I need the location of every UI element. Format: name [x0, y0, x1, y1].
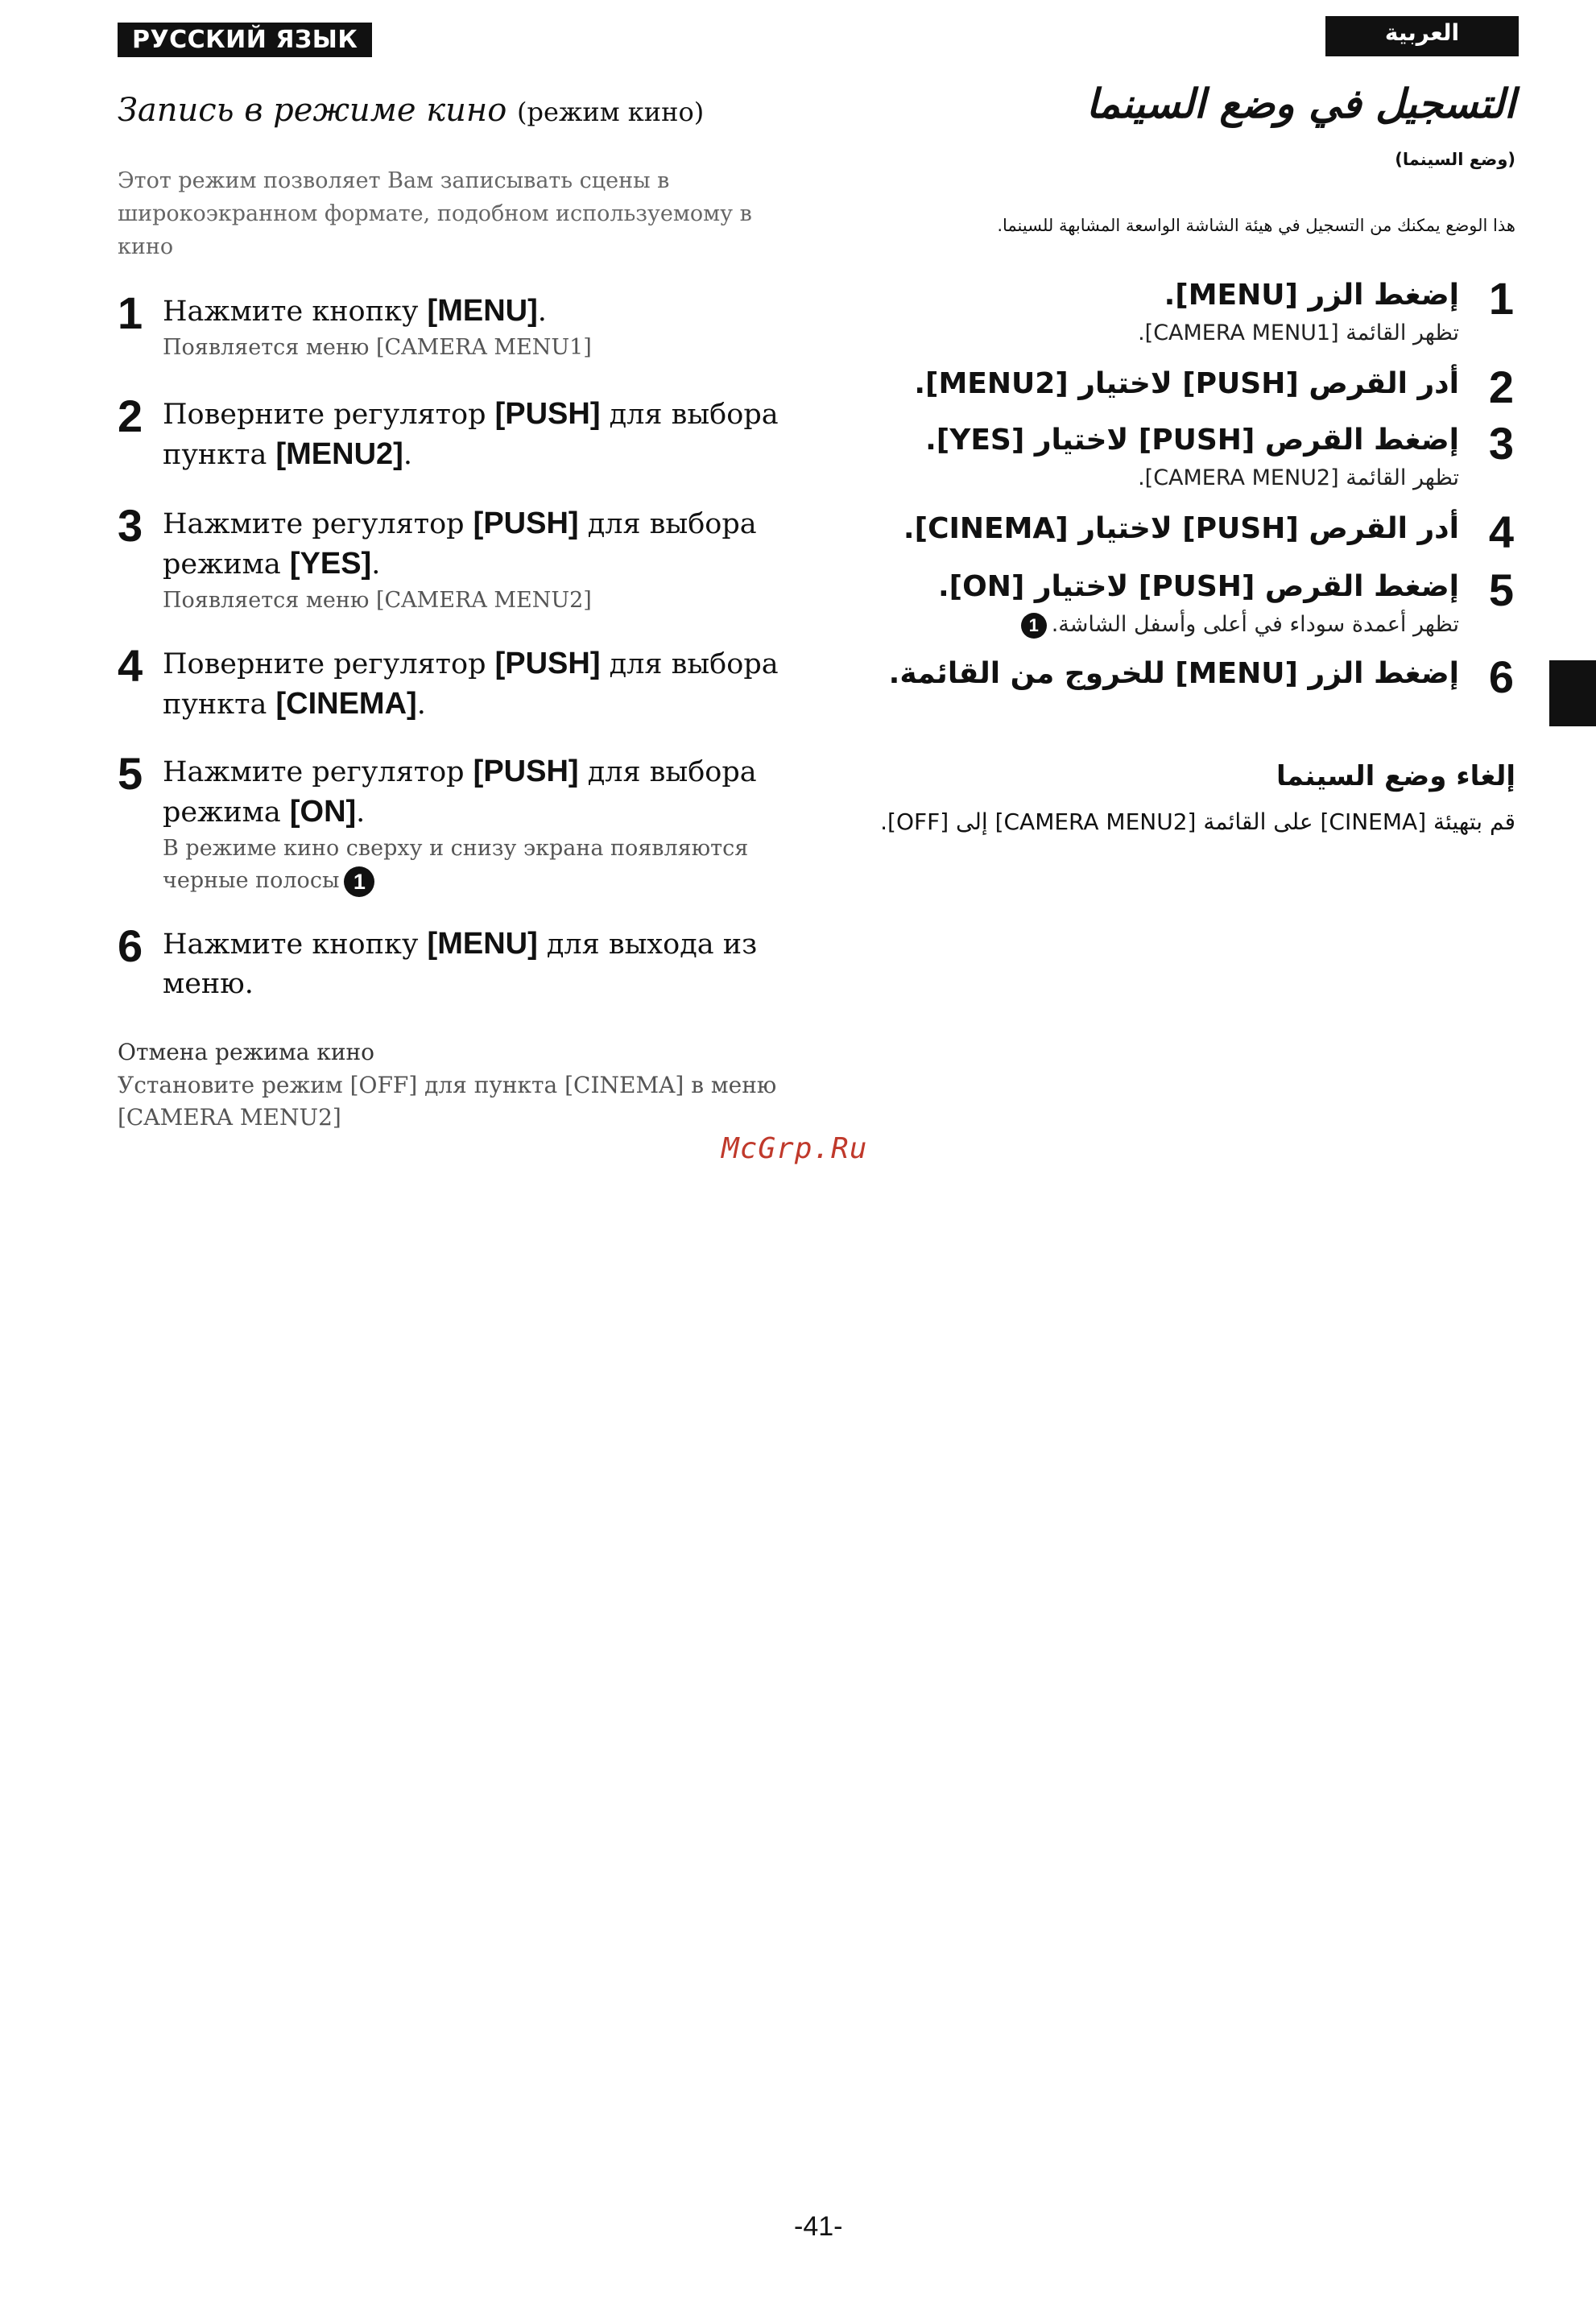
menu-item: [ON]	[289, 795, 357, 829]
callout-marker: 1	[344, 866, 374, 897]
callout-marker: 1	[1021, 613, 1047, 639]
step-note: Появляется меню [CAMERA MENU2]	[163, 588, 592, 613]
arabic-step-2: 2 أدر القرص [PUSH] لاختيار [MENU2].	[914, 362, 1514, 412]
language-badge-russian: РУССКИЙ ЯЗЫК	[118, 23, 372, 57]
step-note: В режиме кино сверху и снизу экрана появляются черные полосы	[163, 836, 749, 893]
step-note: تظهر أعمدة سوداء في أعلى وأسفل الشاشة.	[1051, 612, 1459, 637]
push-key: [PUSH]	[494, 647, 601, 680]
menu-item: [CINEMA]	[275, 687, 417, 721]
step-note: تظهر القائمة [CAMERA MENU2].	[1138, 465, 1459, 490]
cancel-text: Установите режим [OFF] для пункта [CINEMA] в меню [CAMERA MENU2]	[118, 1072, 777, 1131]
step-number: 1	[1488, 273, 1514, 324]
step-number: 5	[1488, 564, 1514, 615]
step-note: تظهر القائمة [CAMERA MENU1].	[1138, 320, 1459, 345]
arabic-section-subtitle: (وضع السينما)	[1395, 150, 1515, 169]
push-key: [PUSH]	[473, 506, 579, 540]
push-key: [PUSH]	[473, 755, 579, 788]
intro-text: Этот режим позволяет Вам записывать сцены в широкоэкранном формате, подобном используемому в кино	[118, 168, 752, 259]
push-key: [PUSH]	[494, 397, 601, 431]
step-note: Появляется меню [CAMERA MENU1]	[163, 335, 592, 360]
cancel-heading: Отмена режима кино	[118, 1039, 375, 1065]
section-title	[118, 92, 704, 129]
step-number: 2	[1488, 362, 1514, 412]
arabic-step-5: 5 إضغط القرص [PUSH] لاختيار [ON]. تظهر أعمدة سوداء في أعلى وأسفل الشاشة.1	[937, 564, 1514, 637]
step-number: 6	[1488, 651, 1514, 702]
menu-key: [MENU]	[427, 927, 538, 961]
step-number: 6	[118, 920, 143, 971]
arabic-step-4: 4 أدر القرص [PUSH] لاختيار [CINEMA].	[903, 506, 1514, 557]
arabic-step-3: 3 إضغط القرص [PUSH] لاختيار [YES]. تظهر القائمة [CAMERA MENU2].	[925, 418, 1514, 490]
page-number: -41-	[794, 2211, 843, 2242]
step-number: 3	[1488, 418, 1514, 469]
step-number: 3	[118, 500, 143, 551]
arabic-steps	[886, 273, 1514, 713]
arabic-step-1: 1 إضغط الزر [MENU]. تظهر القائمة [CAMERA MENU1].	[1138, 273, 1514, 345]
watermark: McGrp.Ru	[722, 1132, 868, 1165]
step-number: 4	[1488, 506, 1514, 557]
menu-item: [MENU2]	[275, 437, 403, 471]
arabic-section-title: التسجيل في وضع السينما	[1085, 81, 1515, 127]
arabic-step-6: 6 إضغط الزر [MENU] للخروج من القائمة.	[888, 651, 1514, 702]
arabic-cancel-text: قم بتهيئة [CINEMA] على القائمة [CAMERA MENU2] إلى [OFF].	[880, 808, 1515, 835]
step-number: 4	[118, 640, 143, 691]
arabic-cancel-heading: إلغاء وضع السينما	[1276, 760, 1515, 792]
section-title-main: Запись в режиме кино	[118, 92, 507, 129]
side-thumb-tab	[1549, 660, 1596, 726]
language-badge-arabic: العربية	[1325, 16, 1519, 56]
step-number: 1	[118, 287, 143, 338]
section-title-sub: (режим кино)	[517, 97, 705, 127]
step-number: 2	[118, 391, 143, 441]
step-number: 5	[118, 748, 143, 799]
arabic-intro-text: هذا الوضع يمكنك من التسجيل في هيئة الشاشة الواسعة المشابهة للسينما.	[997, 216, 1515, 235]
menu-item: [YES]	[289, 547, 372, 581]
menu-key: [MENU]	[427, 294, 538, 328]
